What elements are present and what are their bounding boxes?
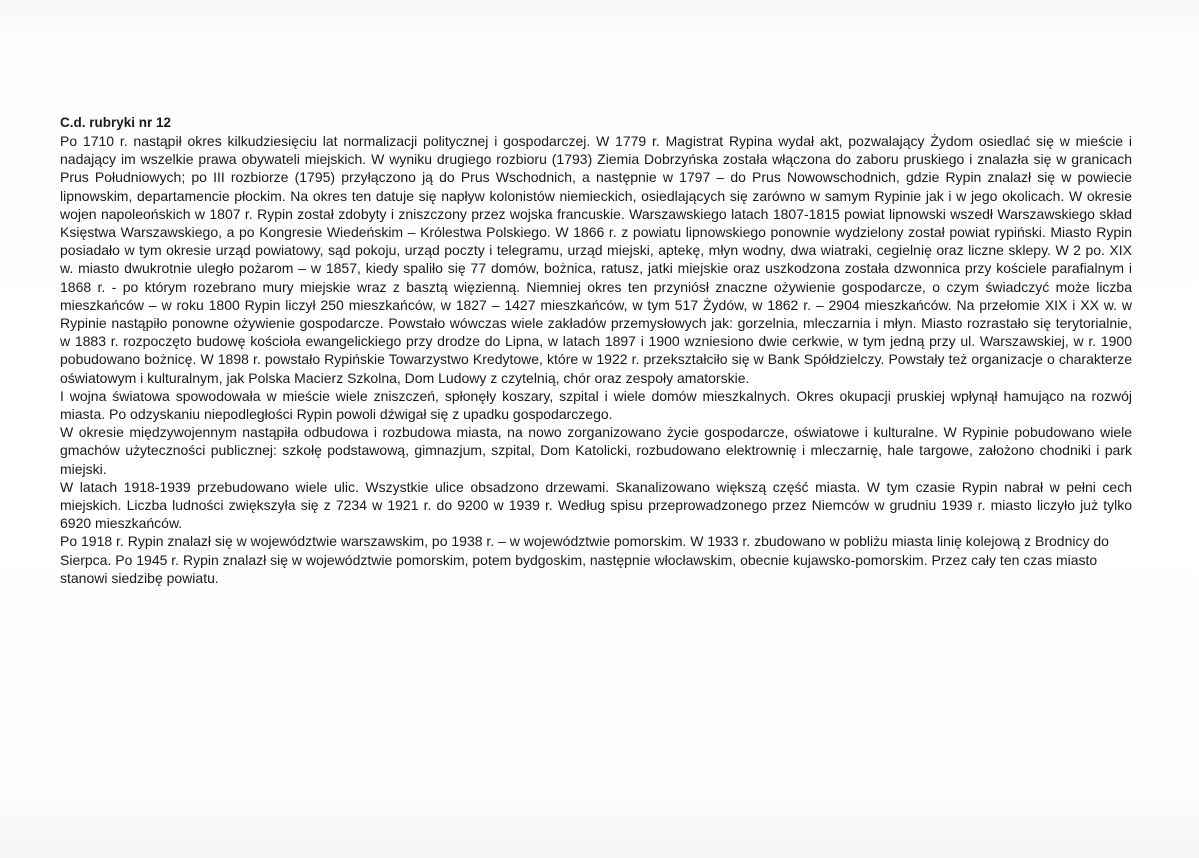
paragraph-history-1710-1914: Po 1710 r. nastąpił okres kilkudziesięciu lat normalizacji politycznej i gospodarczej. W 1779 r. Magistrat Rypina wydał akt, pozwalający Żydom osiedlać się w mieście i nadający im wszelkie prawa obywateli miejskich. W wyniku drugiego rozbioru (1793) Ziemia Dobrzyńska została włączona do zaboru pruskiego i znalazła się w granicach Prus Południowych; po III rozbiorze (1795) przyłączono ją do Prus Wschodnich, a następnie w 1797 – do Prus Nowowschodnich, gdzie Rypin znalazł się w powiecie lipnowskim, departamencie płockim. Na okres ten datuje się napływ kolonistów niemieckich, osiedlających się zarówno w samym Rypinie jak i w jego okolicach. W okresie wojen napoleońskich w 1807 r. Rypin został zdobyty i zniszczony przez wojska francuskie. Warszawskiego latach 1807-1815 powiat lipnowski wszedł Warszawskiego skład Księstwa Warszawskiego, a po Kongresie Wiedeńskim – Królestwa Polskiego. W 1866 r. z powiatu lipnowskiego ponownie wydzielony został powiat rypiński. Miasto Rypin posiadało w tym okresie urząd powiatowy, sąd pokoju, urząd poczty i telegramu, urząd miejski, aptekę, młyn wodny, dwa wiatraki, cegielnię oraz liczne sklepy. W 2 po. XIX w. miasto dwukrotnie uległo pożarom – w 1857, kiedy spaliło się 77 domów, bożnica, ratusz, jatki miejskie oraz uszkodzona została dzwonnica przy kościele parafialnym i 1868 r. - po którym rozebrano mury miejskie wraz z basztą więzienną. Niemniej okres ten przyniósł znaczne ożywienie gospodarcze, o czym świadczyć może liczba mieszkańców – w roku 1800 Rypin liczył 250 mieszkańców, w 1827 – 1427 mieszkańców, w tym 517 Żydów, w 1862 r. – 2904 mieszkańców. Na przełomie XIX i XX w. w Rypinie nastąpiło ponowne ożywienie gospodarcze. Powstało wówczas wiele zakładów przemysłowych jak: gorzelnia, mleczarnia i młyn. Miasto rozrastało się terytorialnie, w 1883 r. rozpoczęto budowę kościoła ewangelickiego przy drodze do Lipna, w latach 1897 i 1900 wzniesiono dwie cerkwie, w tym jedną przy ul. Warszawskiej, w r. 1900 pobudowano bożnicę. W 1898 r. powstało Rypińskie Towarzystwo Kredytowe, które w 1922 r. przekształciło się w Bank Spółdzielczy. Powstały też organizacje o charakterze oświatowym i kulturalnym, jak Polska Macierz Szkolna, Dom Ludowy z czytelnią, chór oraz zespoły amatorskie. xyxy=(60,133,1132,386)
paragraph-administrative: Po 1918 r. Rypin znalazł się w województwie warszawskim, po 1938 r. – w województwie pomorskim. W 1933 r. zbudowano w pobliżu miasta linię kolejową z Brodnicy do Sierpca. Po 1945 r. Rypin znalazł się w województwie pomorskim, potem bydgoskim, następnie włocławskim, obecnie kujawsko-pomorskim. Przez cały ten czas miasto stanowi siedzibę powiatu. xyxy=(60,533,1109,586)
section-heading: C.d. rubryki nr 12 xyxy=(60,115,172,130)
document-page xyxy=(60,114,1132,587)
paragraph-interwar: W okresie międzywojennym nastąpiła odbudowa i rozbudowa miasta, na nowo zorganizowano życie gospodarcze, oświatowe i kulturalne. W Rypinie pobudowano wiele gmachów użyteczności publicznej: szkołę podstawową, gimnazjum, szpital, Dom Katolicki, rozbudowano elektrownię i mleczarnię, hale targowe, założono chodniki i park miejski. xyxy=(60,424,1132,477)
paragraph-1918-1939: W latach 1918-1939 przebudowano wiele ulic. Wszystkie ulice obsadzono drzewami. Skanalizowano większą część miasta. W tym czasie Rypin nabrał w pełni cech miejskich. Liczba ludności zwiększyła się z 7234 w 1921 r. do 9200 w 1939 r. Według spisu przeprowadzonego przez Niemców w grudniu 1939 r. miasto liczyło już tylko 6920 mieszkańców. xyxy=(60,478,1132,532)
paragraph-world-war-one: I wojna światowa spowodowała w mieście wiele zniszczeń, spłonęły koszary, szpital i wiele domów mieszkalnych. Okres okupacji pruskiej wpłynął hamująco na rozwój miasta. Po odzyskaniu niepodległości Rypin powoli dźwigał się z upadku gospodarczego. xyxy=(60,387,1132,423)
